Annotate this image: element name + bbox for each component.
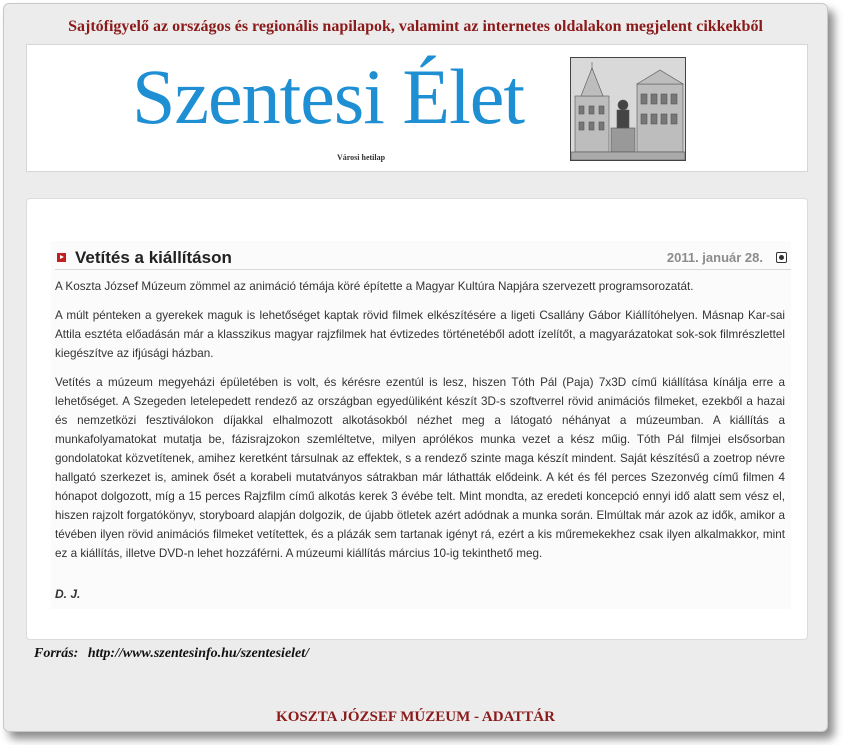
town-square-statue-photo	[570, 57, 686, 161]
newspaper-title: Szentesi Élet	[132, 53, 525, 140]
article-panel	[26, 198, 808, 640]
newspaper-subtitle: Városi hetilap	[337, 153, 386, 162]
article-paragraph: A Koszta József Múzeum zömmel az animáció témája köré építette a Magyar Kultúra Napjára szervezett programsorozatát.	[55, 280, 694, 293]
print-icon[interactable]	[776, 252, 787, 263]
article-date: 2011. január 28.	[666, 250, 763, 265]
source-url-link[interactable]: http://www.szentesinfo.hu/szentesielet/	[87, 646, 310, 661]
article-body	[55, 277, 785, 573]
masthead	[26, 44, 808, 172]
article-paragraph: Vetítés a múzeum megyeházi épületében is volt, és kérésre ezentúl is lesz, hiszen Tóth Pál (Paja) 7x3D című kiállítása kínálja erre a lehetőséget. A Szegeden letelepedett rendező az országban egyedüliként készít 3D-s szoftverrel rövid animációs filmeket, ezekből a hazai és nemzetközi fesztiválokon díjakkal elhalmozott alkotásokból nézhet meg a látogató néhányat a múzeumban. A kiállítás a munkafolyamatokat mutatja be, fázisrajzokon szemléltetve, milyen aprólékos munka vezet a kész műig. Tóth Pál filmjei elsősorban gondolatokat közvetítenek, amihez keretként társulnak az effektek, s a rendező szinte maga készít mindent. Saját készítésű a zoetrop névre hallgató szerkezet is, aminek ősét a korabeli mutatványos sátrakban már láthatták elődeink. A két és fél perces Szezonvég című filmen 4 hónapot dolgozott, míg a 15 perces Rajzfilm című alkotás kerek 3 évébe telt. Mint mondta, az eredeti koncepció ennyi idő alatt sem vész el, hiszen rajzolt forgatókönyv, storyboard alapján dolgozik, de újabb ötletek azért adódnak a munka során. Elmúltak már azok az idők, amikor a tévében ilyen rövid animációs filmeket vetítettek, és a plázák sem tartanak igényt rá, ezért a kis műremekekhez csak ilyen alkalmakkor, mint ez a kiállítás, illetve DVD-n lehet hozzáférni. A múzeumi kiállítás március 10-ig tekinthető meg.	[55, 376, 785, 560]
article-title: Vetítés a kiállításon	[75, 248, 232, 267]
page-frame	[3, 3, 828, 732]
red-arrow-bullet-icon	[57, 253, 66, 262]
source-line	[34, 646, 309, 662]
source-label: Forrás:	[34, 646, 79, 661]
footer-text: KOSZTA JÓZSEF MÚZEUM - ADATTÁR	[276, 709, 555, 725]
article-paragraph: A múlt pénteken a gyerekek maguk is lehetőséget kaptak rövid filmek elkészítésére a ligeti Csallány Gábor Kiállítóhelyen. Másnap Kar-sai Attila esztéta előadásán már a klasszikus magyar rajzfilmek hat évtizedes történetéből adott ízelítőt, a magyarázatokat sok-sok filmrészlettel kiegészítve az ifjúsági házban.	[55, 309, 785, 360]
page-heading: Sajtófigyelő az országos és regionális napilapok, valamint az internetes oldalakon megjelent cikkekből	[68, 18, 763, 35]
article-header	[55, 247, 791, 270]
article	[51, 241, 791, 609]
article-signature: D. J.	[55, 587, 81, 601]
